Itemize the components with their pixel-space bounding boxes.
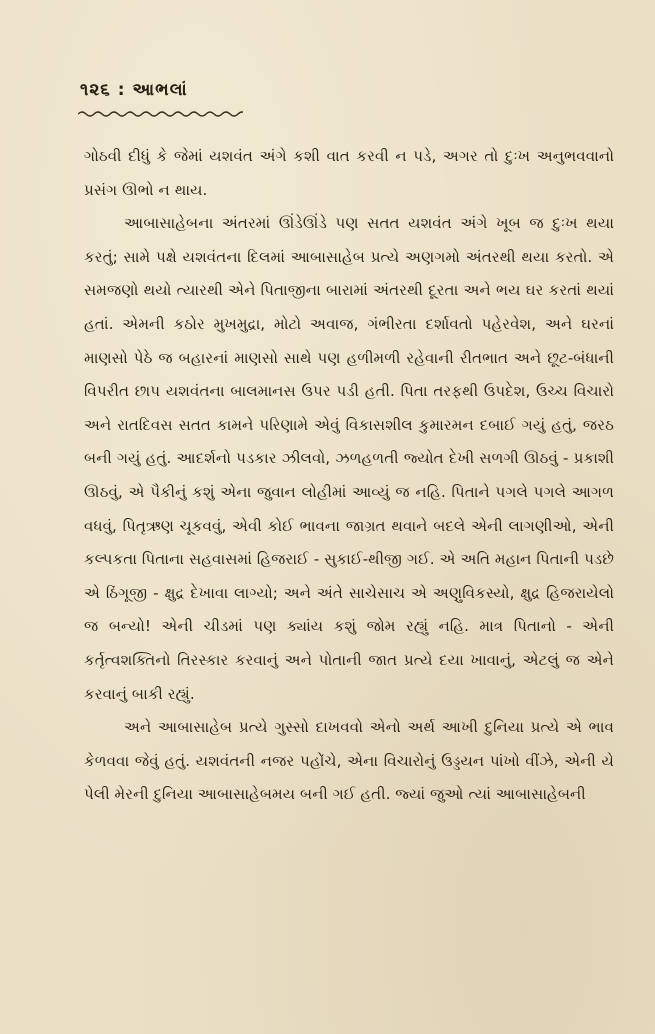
paragraph-1: ગોઠવી દીધું કે જેમાં યશવંત અંગે કશી વાત કરવી ન પડે, અગર તો દુઃખ અનુભવવાનો પ્રસંગ ઊભો ન થાય. <box>84 147 614 199</box>
paragraph-3: અને આબાસાહેબ પ્રત્યે ગુસ્સો દાખવવો એનો અર્થ આખી દુનિયા પ્રત્યે એ ભાવ કેળવવા જેવું હતું. યશવંતની નજર પહોંચે, એના વિચારોનું ઉડ્ડયન પાંખો વીંઝે, એની યે પેલી મેરની દુનિયા આબાસાહેબમય બની ગઈ હતી. જ્યાં જુઓ ત્યાં આબાસાહેબની <box>84 718 614 804</box>
page-header: ૧૨૬ : આભલાં <box>80 80 188 100</box>
header-wavy-underline <box>78 110 243 118</box>
paragraph-2: આબાસાહેબના અંતરમાં ઊંડેઊંડે પણ સતત યશવંત અંગે ખૂબ જ દુઃખ થયા કરતું; સામે પક્ષે યશવંતના દિલમાં આબાસાહેબ પ્રત્યે અણગમો અંતરથી થયા કરતો. એ સમજણો થયો ત્યારથી એને પિતાજીના બારામાં અંતરથી દૂરતા અને ભય ઘર કરતાં થયાં હતાં. એમની કઠોર મુખમુદ્રા, મોટો અવાજ, ગંભીરતા દર્શાવતો પહેરવેશ, અને ઘરનાં માણસો પેઠે જ બહારનાં માણસો સાથે પણ હળીમળી રહેવાની રીતભાત અને છૂટ-બંધાની વિપરીત છાપ યશવંતના બાલમાનસ ઉપર પડી હતી. પિતા તરફથી ઉપદેશ, ઉચ્ચ વિચારો અને રાતદિવસ સતત કામને પરિણામે એવું વિકાસશીલ કુમારમન દબાઈ ગયું હતું, જરઠ બની ગયું હતું. આદર્શનો પડકાર ઝીલવો, ઝળહળતી જ્યોત દેખી સળગી ઊઠવું - પ્રકાશી ઊઠવું, એ પૈકીનું કશું એના જુવાન લોહીમાં આવ્યું જ નહિ. પિતાને પગલે પગલે આગળ વધવું, પિતૃઋણ ચૂકવવું, એવી કોઈ ભાવના જાગ્રત થવાને બદલે એની લાગણીઓ, એની કલ્પકતા પિતાના સહવાસમાં હિજરાઈ - સુકાઈ-થીજી ગઈ. એ અતિ મહાન પિતાની પડછે એ ઠિંગૂજી - ક્ષુદ્ર દેખાવા લાગ્યો; અને અંતે સાચેસાચ એ અણુવિકસ્યો, ક્ષુદ્ર હિજરાયેલો જ બન્યો! એની ચીડમાં પણ ક્યાંય કશું જોમ રહ્યું નહિ. માત્ર પિતાનો - એની કર્તૃત્વશક્તિનો તિરસ્કાર કરવાનું અને પોતાની જાત પ્રત્યે દયા ખાવાનું, એટલું જ એને કરવાનું બાકી રહ્યું. <box>84 214 614 703</box>
body-text <box>84 140 614 812</box>
